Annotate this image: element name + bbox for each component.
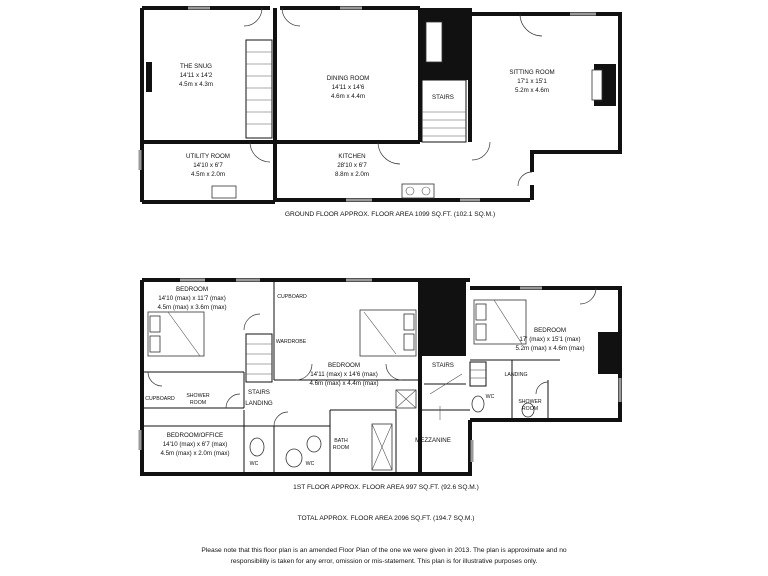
room-size-imperial-snug: 14'11 x 14'2: [179, 72, 213, 79]
disclaimer-line-1: Please note that this floor plan is an amended Floor Plan of the one we were given in 2013. The plan is approximate and no: [201, 547, 567, 554]
dining-fireplace-opening: [426, 22, 442, 62]
label-mezzanine: MEZZANINE: [415, 437, 451, 444]
first-floor-stairs-right: [470, 362, 486, 386]
wc-2-basin: [307, 436, 321, 452]
first-floor-area-caption: 1ST FLOOR APPROX. FLOOR AREA 997 SQ.FT. (92.6 SQ.M.): [293, 484, 479, 491]
bedroom-right-door: [580, 288, 596, 304]
snug-door: [244, 8, 262, 26]
sitting-fireplace-opening: [592, 70, 602, 100]
ground-stairs-label: STAIRS: [432, 94, 454, 101]
room-size-metric-bedroom-right: 5.2m (max) x 4.6m (max): [515, 345, 585, 352]
wc-right-toilet: [472, 396, 484, 412]
label-shower-room-right-1: SHOWER: [518, 399, 542, 405]
room-name-dining: DINING ROOM: [326, 75, 370, 82]
room-name-bedroom-left: BEDROOM: [176, 286, 208, 293]
room-size-metric-bedroom-office: 4.5m (max) x 2.0m (max): [160, 450, 230, 457]
bedroom-right-chimney: [598, 332, 618, 374]
room-name-bedroom-right: BEDROOM: [534, 327, 566, 334]
room-size-imperial-bedroom-mid: 14'11 (max) x 14'6 (max): [310, 371, 378, 378]
room-size-imperial-bedroom-left: 14'10 (max) x 11'7 (max): [158, 295, 226, 302]
disclaimer-line-2: responsibility is taken for any error, omission or mis-statement. This plan is for illustrative purposes only.: [230, 557, 538, 565]
utility-door: [250, 142, 270, 162]
sitting-door: [520, 14, 542, 36]
room-name-kitchen: KITCHEN: [338, 153, 366, 160]
bed-left: [148, 312, 204, 356]
room-name-bedroom-office: BEDROOM/OFFICE: [166, 432, 224, 439]
cupboard-left-door: [148, 372, 162, 386]
snug-fireplace: [146, 62, 152, 92]
room-size-imperial-bedroom-office: 14'10 (max) x 6'7 (max): [162, 441, 228, 448]
label-wc-1: WC: [249, 461, 259, 467]
ground-floor-area-caption: GROUND FLOOR APPROX. FLOOR AREA 1099 SQ.FT. (102.1 SQ.M.): [284, 211, 496, 218]
wc-1-toilet: [250, 438, 264, 456]
room-size-imperial-dining: 14'11 x 14'6: [331, 84, 365, 91]
label-landing-left: LANDING: [245, 400, 273, 407]
room-name-sitting: SITTING ROOM: [509, 69, 555, 76]
back-door: [518, 172, 532, 186]
room-name-bedroom-mid: BEDROOM: [328, 362, 360, 369]
room-size-metric-utility: 4.5m x 2.0m: [190, 171, 226, 178]
room-name-snug: THE SNUG: [180, 63, 212, 70]
room-size-metric-bedroom-mid: 4.6m (max) x 4.4m (max): [309, 380, 379, 387]
bed-right: [474, 300, 526, 344]
label-cupboard-left: CUPBOARD: [145, 396, 175, 402]
wc-door: [274, 412, 288, 426]
snug-stairs: [246, 40, 272, 138]
label-landing-right: LANDING: [504, 372, 528, 378]
label-stairs-mid: STAIRS: [432, 362, 454, 369]
room-size-imperial-kitchen: 28'10 x 6'7: [337, 162, 367, 169]
room-size-imperial-sitting: 17'1 x 15'1: [517, 78, 547, 85]
ground-floor-walls-left: [142, 8, 420, 202]
room-size-imperial-bedroom-right: 17' (max) x 15'1 (max): [519, 336, 581, 343]
shower-right-door: [536, 382, 548, 394]
bed-middle: [360, 310, 416, 356]
bedroom-left-door: [244, 314, 260, 330]
label-shower-room-right-2: ROOM: [521, 406, 539, 412]
kitchen-door: [378, 142, 400, 164]
first-floor-chimney: [420, 280, 466, 356]
room-size-metric-snug: 4.5m x 4.3m: [178, 81, 214, 88]
shower-left-door: [226, 394, 240, 408]
label-wardrobe: WARDROBE: [275, 339, 307, 345]
label-bath-room-2: ROOM: [332, 445, 350, 451]
label-shower-room-left-2: ROOM: [189, 400, 207, 406]
wc-2-toilet: [286, 449, 302, 467]
label-bath-room-1: BATH: [334, 438, 348, 444]
label-cupboard-top: CUPBOARD: [277, 294, 307, 300]
kitchen-sink: [402, 184, 434, 198]
sitting-kitchen-door: [472, 142, 490, 160]
room-name-utility: UTILITY ROOM: [186, 153, 230, 160]
dining-door: [282, 8, 300, 26]
utility-sink: [212, 186, 236, 198]
room-size-metric-kitchen: 8.8m x 2.0m: [334, 171, 370, 178]
bedroom-mid-door-2: [386, 364, 402, 380]
label-shower-room-left-1: SHOWER: [186, 393, 210, 399]
room-size-metric-bedroom-left: 4.5m (max) x 3.6m (max): [157, 304, 227, 311]
kitchen-stairs: [422, 80, 466, 142]
first-floor-stairs-left: [246, 334, 272, 382]
label-wc-right: WC: [485, 394, 495, 400]
label-wc-2: WC: [305, 461, 315, 467]
total-area-caption: TOTAL APPROX. FLOOR AREA 2096 SQ.FT. (194.7 SQ.M.): [297, 515, 475, 522]
label-stairs-left: STAIRS: [248, 389, 270, 396]
room-size-metric-sitting: 5.2m x 4.6m: [514, 87, 550, 94]
disclaimer: [140, 546, 628, 567]
room-size-imperial-utility: 14'10 x 6'7: [193, 162, 223, 169]
room-size-metric-dining: 4.6m x 4.4m: [330, 93, 366, 100]
